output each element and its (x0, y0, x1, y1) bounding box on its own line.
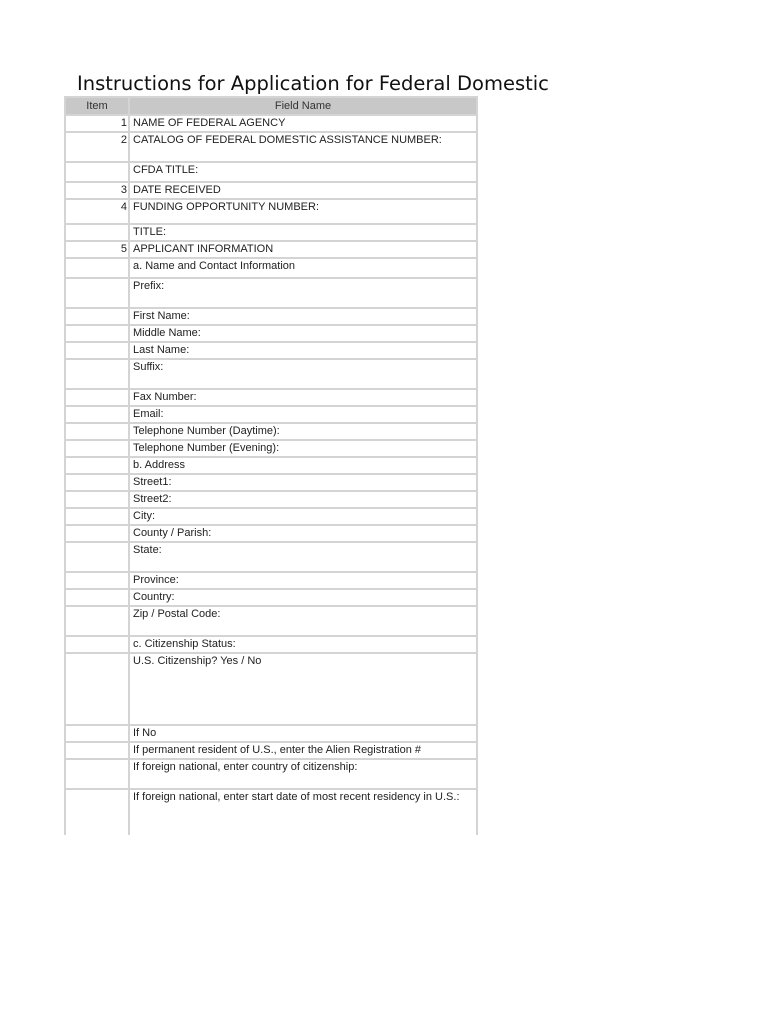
table-row (65, 542, 477, 572)
item-number-cell (65, 542, 129, 572)
table-row (65, 162, 477, 182)
field-name-cell: Zip / Postal Code: (129, 606, 477, 636)
table-row (65, 789, 477, 835)
item-number-cell (65, 406, 129, 423)
item-number-cell (65, 457, 129, 474)
item-number-cell (65, 342, 129, 359)
field-name-cell: Country: (129, 589, 477, 606)
field-name-cell: If permanent resident of U.S., enter the Alien Registration # (129, 742, 477, 759)
field-name-cell: TITLE: (129, 224, 477, 241)
field-name-cell: U.S. Citizenship? Yes / No (129, 653, 477, 725)
field-name-cell: Telephone Number (Evening): (129, 440, 477, 457)
item-number-cell: 2 (65, 132, 129, 162)
field-name-cell: Email: (129, 406, 477, 423)
item-number-cell (65, 440, 129, 457)
item-number-cell (65, 278, 129, 308)
field-name-cell: If No (129, 725, 477, 742)
item-number-cell (65, 572, 129, 589)
field-name-cell: City: (129, 508, 477, 525)
item-number-cell: 5 (65, 241, 129, 258)
item-number-cell (65, 359, 129, 389)
table-row (65, 241, 477, 258)
item-number-cell (65, 224, 129, 241)
field-name-cell: County / Parish: (129, 525, 477, 542)
field-name-cell: If foreign national, enter country of citizenship: (129, 759, 477, 789)
field-name-cell: Street1: (129, 474, 477, 491)
table-row (65, 589, 477, 606)
field-name-cell: a. Name and Contact Information (129, 258, 477, 278)
field-name-cell: Last Name: (129, 342, 477, 359)
item-number-cell (65, 508, 129, 525)
item-column-header: Item (65, 97, 129, 115)
field-name-cell: Province: (129, 572, 477, 589)
table-row (65, 132, 477, 162)
table-row (65, 308, 477, 325)
table-row (65, 224, 477, 241)
item-number-cell (65, 258, 129, 278)
field-name-cell: Middle Name: (129, 325, 477, 342)
item-number-cell (65, 525, 129, 542)
item-number-cell (65, 474, 129, 491)
field-name-cell: CATALOG OF FEDERAL DOMESTIC ASSISTANCE NUMBER: (129, 132, 477, 162)
table-row (65, 636, 477, 653)
item-number-cell (65, 606, 129, 636)
table-row (65, 653, 477, 725)
field-name-cell: If foreign national, enter start date of most recent residency in U.S.: (129, 789, 477, 835)
table-row (65, 491, 477, 508)
field-name-cell: First Name: (129, 308, 477, 325)
item-number-cell (65, 653, 129, 725)
table-row (65, 725, 477, 742)
field-name-cell: Prefix: (129, 278, 477, 308)
table-row (65, 389, 477, 406)
item-number-cell (65, 423, 129, 440)
field-name-cell: APPLICANT INFORMATION (129, 241, 477, 258)
item-number-cell: 3 (65, 182, 129, 199)
item-number-cell (65, 162, 129, 182)
table-body (65, 115, 477, 835)
item-number-cell: 4 (65, 199, 129, 224)
item-number-cell (65, 636, 129, 653)
table-row (65, 278, 477, 308)
header-row (65, 97, 477, 115)
item-number-cell (65, 325, 129, 342)
table-row (65, 359, 477, 389)
table-row (65, 572, 477, 589)
instructions-table (64, 96, 478, 835)
table-row (65, 525, 477, 542)
table-row (65, 406, 477, 423)
item-number-cell (65, 308, 129, 325)
item-number-cell (65, 742, 129, 759)
table-row (65, 440, 477, 457)
item-number-cell (65, 491, 129, 508)
table-row (65, 508, 477, 525)
field-name-cell: Street2: (129, 491, 477, 508)
item-number-cell (65, 759, 129, 789)
table-row (65, 325, 477, 342)
field-name-cell: CFDA TITLE: (129, 162, 477, 182)
table-row (65, 182, 477, 199)
table-row (65, 742, 477, 759)
field-name-cell: Suffix: (129, 359, 477, 389)
field-name-column-header: Field Name (129, 97, 477, 115)
item-number-cell (65, 389, 129, 406)
field-name-cell: c. Citizenship Status: (129, 636, 477, 653)
table-row (65, 199, 477, 224)
field-name-cell: Telephone Number (Daytime): (129, 423, 477, 440)
table-row (65, 606, 477, 636)
item-number-cell (65, 725, 129, 742)
field-name-cell: NAME OF FEDERAL AGENCY (129, 115, 477, 132)
table-row (65, 759, 477, 789)
page-title: Instructions for Application for Federal Domestic (77, 72, 549, 95)
table-row (65, 258, 477, 278)
field-name-cell: b. Address (129, 457, 477, 474)
item-number-cell: 1 (65, 115, 129, 132)
table-row (65, 342, 477, 359)
table-row (65, 423, 477, 440)
item-number-cell (65, 789, 129, 835)
field-name-cell: DATE RECEIVED (129, 182, 477, 199)
table-row (65, 474, 477, 491)
field-name-cell: Fax Number: (129, 389, 477, 406)
field-name-cell: FUNDING OPPORTUNITY NUMBER: (129, 199, 477, 224)
item-number-cell (65, 589, 129, 606)
table-row (65, 457, 477, 474)
table-row (65, 115, 477, 132)
field-name-cell: State: (129, 542, 477, 572)
